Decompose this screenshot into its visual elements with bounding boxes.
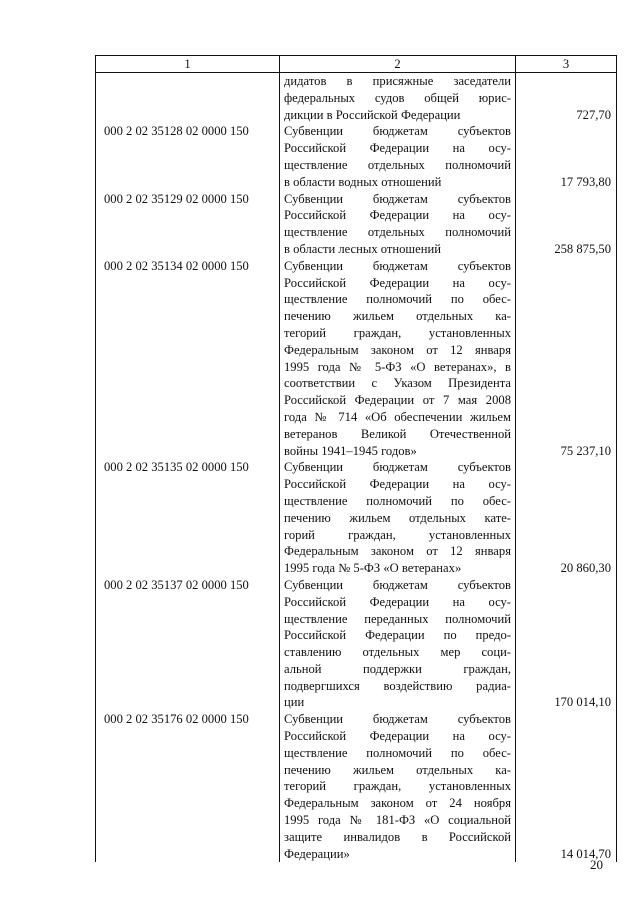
- description-line: защите инвалидов в Российской: [284, 829, 511, 844]
- description-line: печению жильем отдельных ка-: [284, 762, 511, 777]
- description-line: федеральных судов общей юрис-: [284, 90, 511, 105]
- description-cell: [280, 459, 516, 577]
- description-line: в области лесных отношений: [284, 241, 441, 256]
- column-header-1: 1: [96, 56, 280, 73]
- description-line: ществление полномочий по обес-: [284, 745, 511, 760]
- table-row: [96, 711, 617, 862]
- description-line: 1995 года № 5-ФЗ «О ветеранах», в: [284, 359, 511, 374]
- description-line: Федеральным законом от 12 января: [284, 544, 511, 559]
- description-line: ветеранов Великой Отечественной: [284, 426, 511, 441]
- description-line: альной поддержки граждан,: [284, 661, 511, 676]
- description-line: ществление полномочий по обес-: [284, 292, 511, 307]
- budget-code-cell: [96, 73, 280, 124]
- description-line: года № 714 «Об обеспечении жильем: [284, 409, 511, 424]
- amount-cell: 20 860,30: [516, 459, 617, 577]
- description-cell: [280, 711, 516, 862]
- budget-code-cell: 000 2 02 35134 02 0000 150: [96, 258, 280, 460]
- description-line: горий граждан, установленных: [284, 527, 511, 542]
- description-line: Субвенции бюджетам субъектов: [284, 712, 511, 727]
- description-line: печению жильем отдельных ка-: [284, 309, 511, 324]
- description-line: Субвенции бюджетам субъектов: [284, 577, 511, 592]
- budget-code-cell: 000 2 02 35135 02 0000 150: [96, 459, 280, 577]
- description-line: Федеральным законом от 24 ноября: [284, 796, 511, 811]
- description-cell: [280, 577, 516, 711]
- description-line: ществление переданных полномочий: [284, 611, 511, 626]
- table-body: [96, 73, 617, 863]
- description-line: Российской Федерации на осу-: [284, 208, 511, 223]
- description-line: тегорий граждан, установленных: [284, 779, 511, 794]
- page-number: 20: [590, 857, 603, 872]
- budget-code-cell: 000 2 02 35176 02 0000 150: [96, 711, 280, 862]
- amount-cell: 17 793,80: [516, 123, 617, 190]
- description-line: ществление отдельных полномочий: [284, 225, 511, 240]
- description-line: дикции в Российской Федерации: [284, 107, 461, 122]
- budget-revenue-table: [95, 55, 617, 862]
- description-line: Российской Федерации на осу-: [284, 477, 511, 492]
- description-cell: [280, 73, 516, 124]
- description-line: 1995 года № 5-ФЗ «О ветеранах»: [284, 561, 462, 576]
- budget-code-cell: 000 2 02 35129 02 0000 150: [96, 191, 280, 258]
- description-line: Российской Федерации на осу-: [284, 729, 511, 744]
- description-cell: [280, 191, 516, 258]
- table-header-row: [96, 56, 617, 73]
- description-line: в области водных отношений: [284, 174, 442, 189]
- budget-code-cell: 000 2 02 35137 02 0000 150: [96, 577, 280, 711]
- description-line: Российской Федерации на осу-: [284, 275, 511, 290]
- description-line: Федеральным законом от 12 января: [284, 342, 511, 357]
- description-line: тегорий граждан, установленных: [284, 325, 511, 340]
- description-line: Субвенции бюджетам субъектов: [284, 460, 511, 475]
- description-line: подвергшихся воздействию радиа-: [284, 678, 511, 693]
- table-row: [96, 577, 617, 711]
- table-row: [96, 459, 617, 577]
- description-line: Российской Федерации по предо-: [284, 628, 511, 643]
- amount-cell: 727,70: [516, 73, 617, 124]
- description-line: Российской Федерации от 7 мая 2008: [284, 393, 511, 408]
- amount-cell: 14 014,70: [516, 711, 617, 862]
- description-line: печению жильем отдельных кате-: [284, 510, 511, 525]
- table-row: [96, 123, 617, 190]
- table-row: [96, 258, 617, 460]
- amount-cell: 75 237,10: [516, 258, 617, 460]
- description-line: Субвенции бюджетам субъектов: [284, 191, 511, 206]
- column-header-2: 2: [280, 56, 516, 73]
- description-line: Российской Федерации на осу-: [284, 141, 511, 156]
- amount-cell: 170 014,10: [516, 577, 617, 711]
- description-line: Субвенции бюджетам субъектов: [284, 124, 511, 139]
- description-line: ществление отдельных полномочий: [284, 157, 511, 172]
- amount-cell: 258 875,50: [516, 191, 617, 258]
- description-line: ществление полномочий по обес-: [284, 493, 511, 508]
- description-line: Российской Федерации на осу-: [284, 594, 511, 609]
- description-line: соответствии с Указом Президента: [284, 376, 511, 391]
- description-line: Федерации»: [284, 846, 350, 861]
- description-line: войны 1941–1945 годов»: [284, 443, 417, 458]
- column-header-3: 3: [516, 56, 617, 73]
- budget-code-cell: 000 2 02 35128 02 0000 150: [96, 123, 280, 190]
- description-line: ции: [284, 695, 305, 710]
- description-cell: [280, 123, 516, 190]
- table-row: [96, 73, 617, 124]
- table-row: [96, 191, 617, 258]
- description-cell: [280, 258, 516, 460]
- description-line: дидатов в присяжные заседатели: [284, 74, 511, 88]
- description-line: 1995 года № 181-ФЗ «О социальной: [284, 813, 511, 828]
- description-line: ставлению отдельных мер соци-: [284, 645, 511, 660]
- description-line: Субвенции бюджетам субъектов: [284, 258, 511, 273]
